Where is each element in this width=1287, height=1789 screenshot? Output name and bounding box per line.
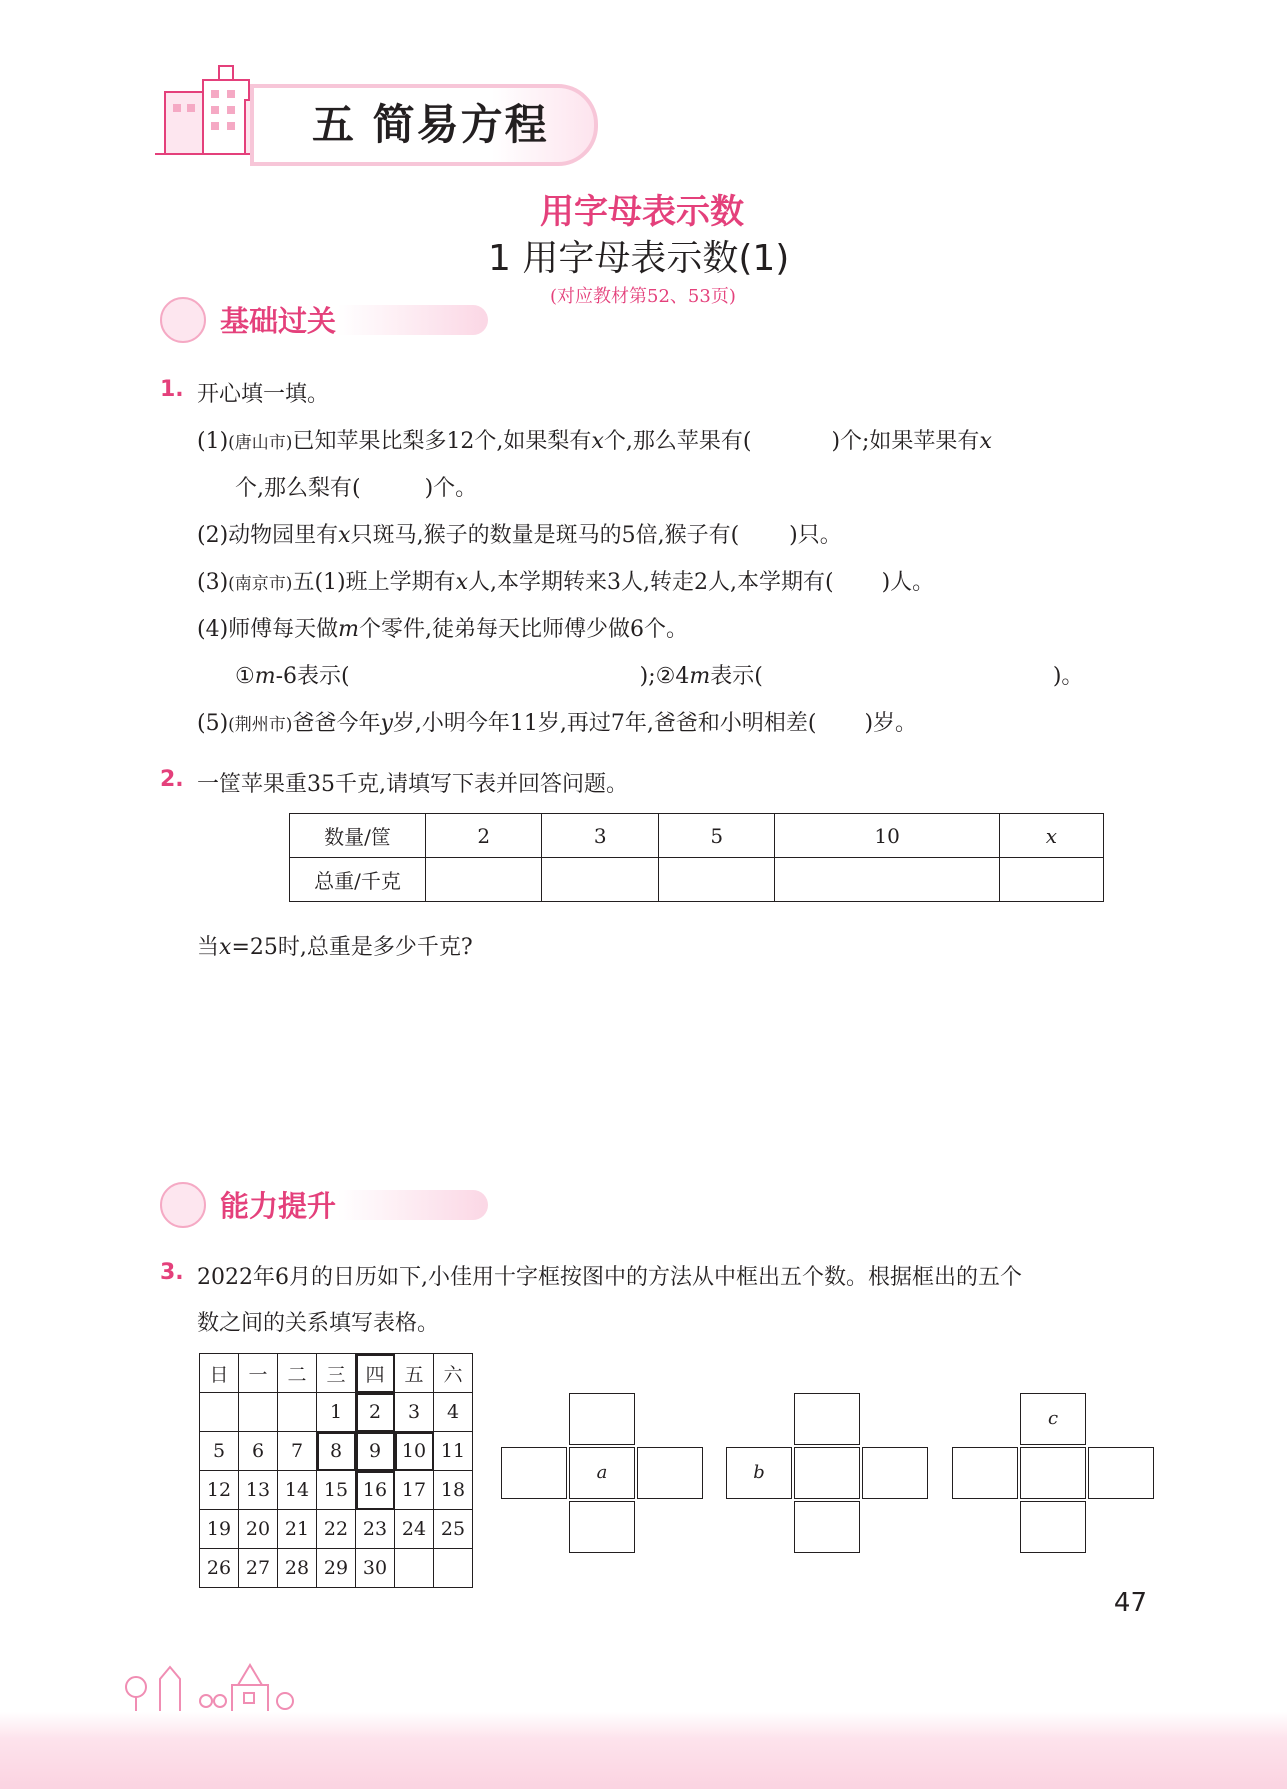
table-row <box>200 1432 473 1471</box>
answer-cell[interactable] <box>542 858 658 902</box>
weekday-header: 二 <box>278 1354 317 1393</box>
table-row <box>200 1471 473 1510</box>
calendar-day: 17 <box>395 1471 434 1510</box>
calendar-day: 20 <box>239 1510 278 1549</box>
cross-grid-a <box>501 1393 703 1553</box>
calendar-day: 14 <box>278 1471 317 1510</box>
cross-grid-b <box>726 1393 928 1553</box>
weekday-header: 五 <box>395 1354 434 1393</box>
calendar-day-framed: 16 <box>356 1471 395 1510</box>
calendar-day: 24 <box>395 1510 434 1549</box>
cross-cell[interactable] <box>637 1447 703 1499</box>
calendar-day: 5 <box>200 1432 239 1471</box>
calendar-day: 3 <box>395 1393 434 1432</box>
calendar-day <box>278 1393 317 1432</box>
table-cell: 3 <box>542 814 658 858</box>
table-row <box>290 858 1104 902</box>
calendar-day: 1 <box>317 1393 356 1432</box>
cross-cell[interactable] <box>794 1393 860 1445</box>
town-illustration-icon <box>120 1645 300 1715</box>
q1-part5: (5)(荆州市)爸爸今年y岁,小明今年11岁,再过7年,爸爸和小明相差( )岁。 <box>197 711 918 736</box>
section-badge-advanced: 能力提升 <box>160 1182 500 1222</box>
question-title: 开心填一填。 <box>197 382 330 407</box>
table-row <box>200 1393 473 1432</box>
calendar-day: 13 <box>239 1471 278 1510</box>
calendar-day: 18 <box>434 1471 473 1510</box>
table-cell: 5 <box>658 814 774 858</box>
section-badge-basic: 基础过关 <box>160 297 500 337</box>
calendar-day: 19 <box>200 1510 239 1549</box>
question-number: 1. <box>160 377 184 402</box>
table-cell: 2 <box>426 814 542 858</box>
calendar-day-framed: 10 <box>395 1432 434 1471</box>
cross-cell[interactable] <box>794 1447 860 1499</box>
chapter-title: 五 简易方程 <box>312 100 549 149</box>
answer-cell[interactable] <box>658 858 774 902</box>
question-text-line1: 2022年6月的日历如下,小佳用十字框按图中的方法从中框出五个数。根据框出的五个 <box>197 1265 1022 1290</box>
textbook-reference: (对应教材第52、53页) <box>550 286 736 307</box>
footer-band <box>0 1712 1287 1789</box>
question-title: 一筐苹果重35千克,请填写下表并回答问题。 <box>197 772 628 797</box>
table-row <box>200 1354 473 1393</box>
page-number: 47 <box>1113 1588 1147 1618</box>
cross-grid-c <box>952 1393 1154 1553</box>
table-header: 数量/筐 <box>290 814 426 858</box>
cross-cell[interactable] <box>1020 1447 1086 1499</box>
calendar-day-framed: 2 <box>356 1393 395 1432</box>
section-title: 用字母表示数 <box>540 192 744 232</box>
calendar-day <box>239 1393 278 1432</box>
calendar-day-framed: 9 <box>356 1432 395 1471</box>
q1-part3: (3)(南京市)五(1)班上学期有x人,本学期转来3人,转走2人,本学期有( )人。 <box>197 570 935 595</box>
calendar-day: 27 <box>239 1549 278 1588</box>
calendar-day <box>200 1393 239 1432</box>
cross-cell[interactable] <box>569 1501 635 1553</box>
weekday-header: 日 <box>200 1354 239 1393</box>
table-cell: 10 <box>775 814 999 858</box>
calendar-day: 23 <box>356 1510 395 1549</box>
table-row <box>290 814 1104 858</box>
calendar-day: 7 <box>278 1432 317 1471</box>
cross-cell[interactable] <box>1020 1501 1086 1553</box>
calendar-day: 26 <box>200 1549 239 1588</box>
calendar-day: 15 <box>317 1471 356 1510</box>
weekday-header: 四 <box>356 1354 395 1393</box>
answer-cell[interactable] <box>775 858 999 902</box>
calendar-day: 28 <box>278 1549 317 1588</box>
q1-part4: (4)师傅每天做m个零件,徒弟每天比师傅少做6个。 <box>197 617 689 642</box>
cross-cell[interactable] <box>1088 1447 1154 1499</box>
table-cell: x <box>999 814 1103 858</box>
weekday-header: 一 <box>239 1354 278 1393</box>
calendar-day: 11 <box>434 1432 473 1471</box>
cross-cell[interactable] <box>569 1393 635 1445</box>
cross-cell-center: a <box>569 1447 635 1499</box>
table-row <box>200 1549 473 1588</box>
weekday-header: 六 <box>434 1354 473 1393</box>
cross-cell[interactable] <box>862 1447 928 1499</box>
cross-cell-top: c <box>1020 1393 1086 1445</box>
cross-cell[interactable] <box>794 1501 860 1553</box>
lesson-title: 1 用字母表示数(1) <box>488 238 790 279</box>
table-header: 总重/千克 <box>290 858 426 902</box>
weight-table <box>289 813 1104 902</box>
question-number: 2. <box>160 767 184 792</box>
q1-part2: (2)动物园里有x只斑马,猴子的数量是斑马的5倍,猴子有( )只。 <box>197 523 842 548</box>
question-number: 3. <box>160 1260 184 1285</box>
question-text-line2: 数之间的关系填写表格。 <box>197 1311 440 1336</box>
cross-cell[interactable] <box>952 1447 1018 1499</box>
cross-cell-left: b <box>726 1447 792 1499</box>
calendar-table <box>199 1353 473 1588</box>
calendar-day: 4 <box>434 1393 473 1432</box>
calendar-day <box>434 1549 473 1588</box>
calendar-day <box>395 1549 434 1588</box>
calendar-day: 25 <box>434 1510 473 1549</box>
answer-cell[interactable] <box>999 858 1103 902</box>
calendar-day: 21 <box>278 1510 317 1549</box>
table-row <box>200 1510 473 1549</box>
calendar-day: 6 <box>239 1432 278 1471</box>
q1-part4-sub: ①m-6表示( );②4m表示( )。 <box>235 664 1084 689</box>
weekday-header: 三 <box>317 1354 356 1393</box>
calendar-day: 22 <box>317 1510 356 1549</box>
calendar-day: 12 <box>200 1471 239 1510</box>
calendar-day: 30 <box>356 1549 395 1588</box>
calendar-day: 29 <box>317 1549 356 1588</box>
answer-cell[interactable] <box>426 858 542 902</box>
q1-part1-line1: (1)(唐山市)已知苹果比梨多12个,如果梨有x个,那么苹果有( )个;如果苹果有x <box>197 429 992 454</box>
cross-cell[interactable] <box>501 1447 567 1499</box>
globe-icon <box>160 297 206 343</box>
calendar-day-framed: 8 <box>317 1432 356 1471</box>
character-icon <box>160 1182 206 1228</box>
q1-part1-line2: 个,那么梨有( )个。 <box>235 476 478 501</box>
q2-followup: 当x=25时,总重是多少千克? <box>197 935 473 960</box>
